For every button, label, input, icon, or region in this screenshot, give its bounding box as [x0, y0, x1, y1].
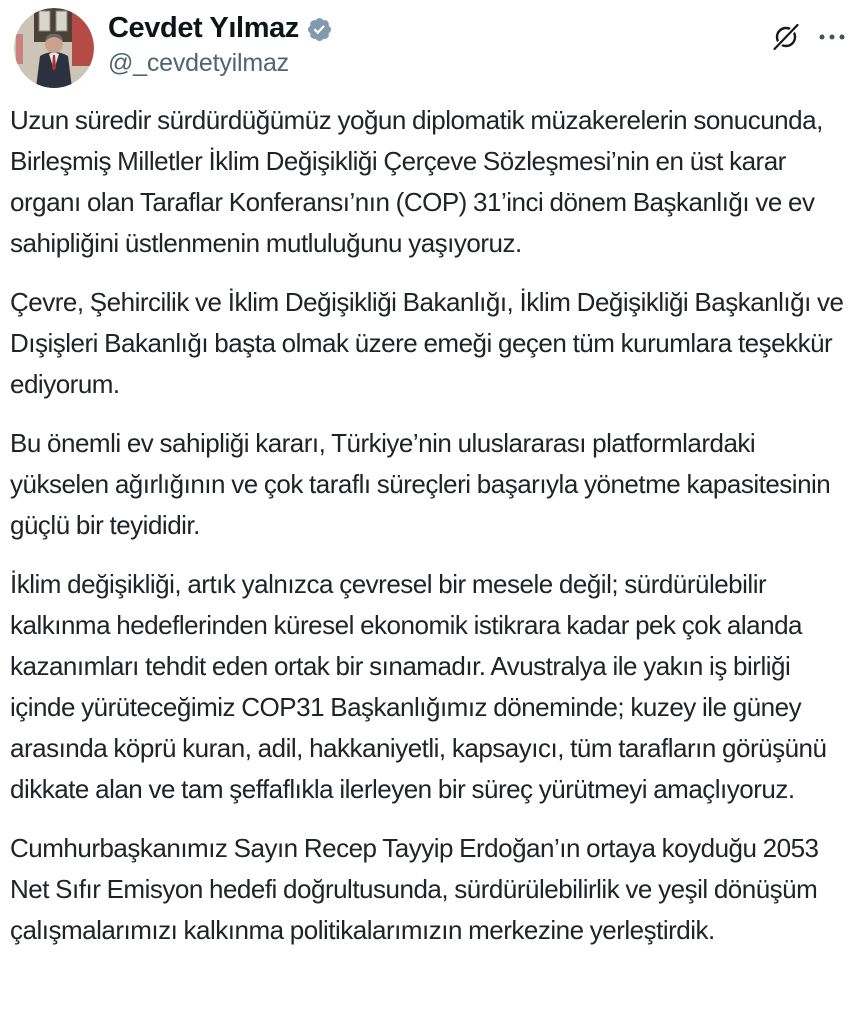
- post-paragraph: Çevre, Şehircilik ve İklim Değişikliği Bakanlığı, İklim Değişikliği Başkanlığı ve Dışişleri Bakanlığı başta olmak üzere emeği geçen tüm kurumlara teşekkür ediyorum.: [10, 287, 844, 399]
- author-name[interactable]: Cevdet Yılmaz: [108, 12, 299, 44]
- avatar[interactable]: [14, 8, 94, 88]
- avatar-image: [14, 8, 94, 88]
- more-options-icon: [817, 31, 847, 43]
- author-name-row: [108, 10, 333, 46]
- post-header: [0, 0, 867, 88]
- post-paragraph: Uzun süredir sürdürdüğümüz yoğun diplomatik müzakerelerin sonucunda, Birleşmiş Milletler İklim Değişikliği Çerçeve Sözleşmesi’nin en üst karar organı olan Taraflar Konferansı’nın (COP) 31’inci dönem Başkanlığı ve ev sahipliğini üstlenmenin mutluluğunu yaşıyoruz.: [10, 105, 823, 258]
- post-paragraph: İklim değişikliği, artık yalnızca çevresel bir mesele değil; sürdürülebilir kalkınma hedeflerinden küresel ekonomik istikrara kadar pek çok alanda kazanımları tehdit eden ortak bir sınamadır. Avustralya ile yakın iş birliği içinde yürüteceğimiz COP31 Başkanlığımız döneminde; kuzey ile güney arasında köprü kuran, adil, hakkaniyetli, kapsayıcı, tüm tarafların görüşünü dikkate alan ve tam şeffaflıkla ilerleyen bir süreç yürütmeyi amaçlıyoruz.: [10, 569, 827, 804]
- author-handle[interactable]: @_cevdetyilmaz: [108, 49, 289, 77]
- grok-icon: [771, 22, 801, 52]
- header-actions: [771, 8, 847, 52]
- author-block: [108, 8, 333, 79]
- more-options-button[interactable]: [817, 31, 847, 43]
- post-paragraph: Bu önemli ev sahipliği kararı, Türkiye’nin uluslararası platformlardaki yükselen ağırlığının ve çok taraflı süreçleri başarıyla yönetme kapasitesinin güçlü bir teyididir.: [10, 428, 831, 540]
- post-body: [0, 88, 867, 951]
- post-paragraph: Cumhurbaşkanımız Sayın Recep Tayyip Erdoğan’ın ortaya koyduğu 2053 Net Sıfır Emisyon hedefi doğrultusunda, sürdürülebilirlik ve yeşil dönüşüm çalışmalarımızı kalkınma politikalarımızın merkezine yerleştirdik.: [10, 833, 819, 945]
- verified-badge-icon: [306, 16, 333, 43]
- grok-button[interactable]: [771, 22, 801, 52]
